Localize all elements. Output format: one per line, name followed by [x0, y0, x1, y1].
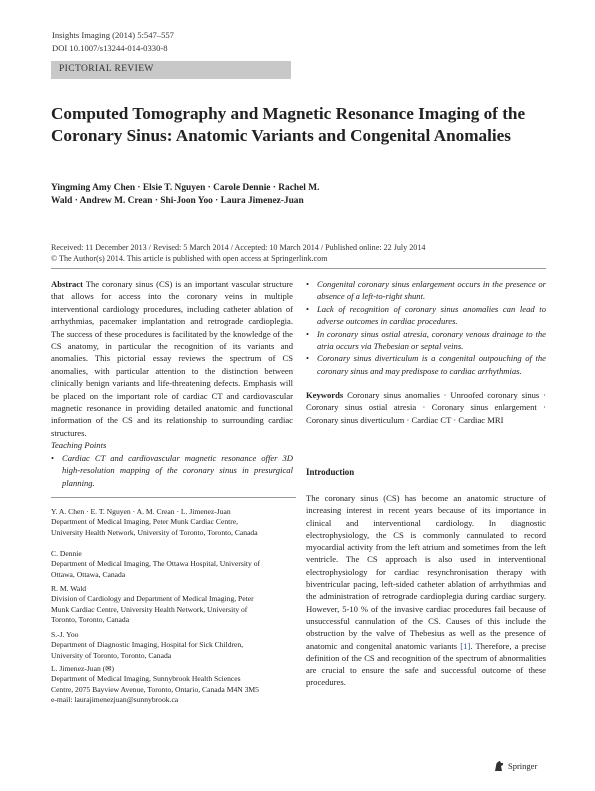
affiliation-block — [51, 507, 301, 538]
author-list: Yingming Amy Chen · Elsie T. Nguyen · Carole Dennie · Rachel M. Wald · Andrew M. Crean · Shi-Joon Yoo · Laura Jimenez-Juan — [51, 183, 320, 207]
citation-link[interactable]: [1] — [460, 640, 471, 651]
affiliation-names: R. M. Wald — [51, 584, 87, 593]
teaching-point: • In coronary sinus ostial atresia, coronary venous drainage to the atria occurs via Thebesian or septal veins. — [306, 328, 546, 352]
publication-dates — [51, 242, 551, 264]
header-divider — [51, 268, 546, 269]
keywords-text: Coronary sinus anomalies · Unroofed coronary sinus · Coronary sinus ostial atresia · Coronary sinus enlargement · Coronary sinus diverticulum · Cardiac CT · Cardiac MRI — [306, 390, 547, 425]
teaching-points-list-a — [51, 452, 293, 489]
teaching-point: • Lack of recognition of coronary sinus anomalies can lead to adverse outcomes in cardiac procedures. — [306, 303, 546, 327]
affiliation-line: Department of Medical Imaging, Sunnybrook Health Sciences — [51, 674, 241, 684]
section-banner — [51, 61, 291, 79]
affiliation-names: Y. A. Chen · E. T. Nguyen · A. M. Crean · L. Jimenez-Juan — [51, 507, 231, 516]
email-line: e-mail: laurajimenezjuan@sunnybrook.ca — [51, 694, 179, 704]
affiliation-line: Division of Cardiology and Department of Medical Imaging, Peter — [51, 594, 254, 604]
teaching-point: • Congenital coronary sinus enlargement occurs in the presence or absence of a left-to-right shunt. — [306, 279, 546, 302]
abstract-paragraph — [51, 278, 293, 439]
publisher-name: Springer — [508, 761, 538, 771]
abstract-text: The coronary sinus (CS) is an important vascular structure that allows for access into the coronary veins in multiple interventional cardiology procedures, including catheter ablation of arrhythmias, pacemaker implantation and retrograde cardioplegia. The success of these procedures is facilitated by the knowledge of the CS anatomy, in particular the recognition of its variants and anomalies. This pictorial essay reviews the spectrum of CS anomalies, with particular attention to the distinction between clinically benign variants and life-threatening defects. Emphasis will be placed on the important role of cardiac CT and cardiovascular magnetic resonance in providing detailed anatomic and functional information of the CS and its relationship to surrounding cardiac structures. — [51, 279, 293, 438]
affiliation-names: S.-J. Yoo — [51, 630, 79, 639]
affiliation-line: Centre, 2075 Bayview Avenue, Toronto, Ontario, Canada M4N 3M5 — [51, 684, 259, 694]
affiliation-line: Munk Cardiac Centre, University Health Network, University of — [51, 604, 248, 614]
affiliation-block — [51, 549, 301, 580]
introduction-heading: Introduction — [306, 467, 355, 477]
journal-line: Insights Imaging (2014) 5:547–557 — [52, 30, 174, 40]
affiliation-block — [51, 584, 301, 625]
teaching-points-list-b — [306, 278, 546, 377]
springer-logo — [493, 760, 537, 772]
affiliation-line: Department of Diagnostic Imaging, Hospital for Sick Children, — [51, 640, 244, 650]
affiliation-line: Toronto, Toronto, Canada — [51, 614, 130, 624]
affiliation-line: Department of Medical Imaging, The Ottawa Hospital, University of — [51, 559, 261, 569]
affiliation-block — [51, 664, 301, 705]
journal-citation — [52, 29, 174, 54]
affiliation-divider — [51, 497, 296, 498]
teaching-points-label: Teaching Points — [51, 440, 107, 451]
affiliation-names: C. Dennie — [51, 549, 82, 558]
keywords-block — [306, 389, 546, 426]
teaching-point: • Coronary sinus diverticulum is a congenital outpouching of the coronary sinus and may predispose to cardiac arrhythmias. — [306, 353, 546, 376]
springer-horse-icon — [493, 760, 505, 772]
article-title: Computed Tomography and Magnetic Resonance Imaging of the Coronary Sinus: Anatomic Variants and Congenital Anomalies — [51, 104, 526, 145]
affiliation-line: Ottawa, Ottawa, Canada — [51, 569, 126, 579]
introduction-paragraph: The coronary sinus (CS) has become an anatomic structure of increasing interest in recent years because of its importance in clinical and interventional cardiology. In diagnostic electrophysiology, the CS is commonly cannulated to record myocardial activity from the left atrium and sometimes from the left ventricle. The CS approach is also used in interventional electrophysiology for cardiac resynchronisation therapy with biventricular pacing, left-sided catheter ablation of arrhythmias and the administration of retrograde cardioplegia during cardiac surgery. However, 5-10 % of the invasive cardiac procedures fail because of unsuccessful cannulation of the CS. Causes of this include the obstruction by the valve of Thebesius as well as the presence of anatomic and congenital anatomic variants [1]. Therefore, a precise definition of the CS and recognition of the spectrum of abnormalities are crucial to ensure the safe and successful outcome of these procedures. — [306, 493, 547, 688]
affiliation-line: University Health Network, University of Toronto, Toronto, Canada — [51, 527, 258, 537]
abstract-label: Abstract — [51, 279, 83, 289]
license-line: © The Author(s) 2014. This article is published with open access at Springerlink.com — [51, 254, 328, 263]
section-banner-label: PICTORIAL REVIEW — [59, 64, 154, 74]
affiliation-block — [51, 630, 301, 661]
teaching-points-continued — [306, 278, 546, 377]
teaching-point: • Cardiac CT and cardiovascular magnetic resonance offer 3D high-resolution mapping of the coronary sinus in presurgical planning. — [51, 452, 293, 488]
doi-line: DOI 10.1007/s13244-014-0330-8 — [52, 42, 168, 53]
affiliation-line: University of Toronto, Toronto, Canada — [51, 650, 172, 660]
abstract-block — [51, 278, 293, 489]
history-line: Received: 11 December 2013 / Revised: 5 March 2014 / Accepted: 10 March 2014 / Published online: 22 July 2014 — [51, 243, 426, 252]
keywords-label: Keywords — [306, 390, 344, 400]
affiliation-line: Department of Medical Imaging, Peter Munk Cardiac Centre, — [51, 517, 239, 527]
affiliation-names: L. Jimenez-Juan (✉) — [51, 664, 115, 673]
